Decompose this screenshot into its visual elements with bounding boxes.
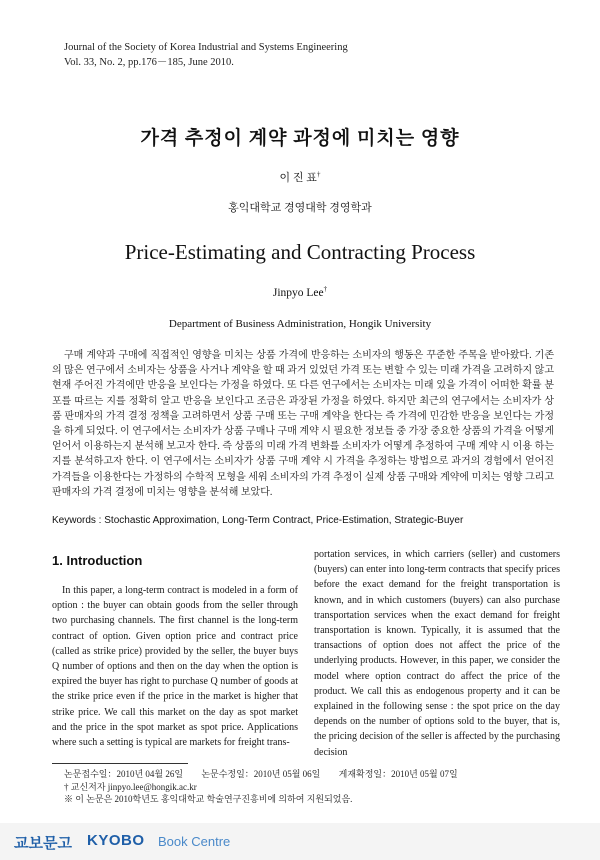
publisher-logo-english: KYOBO bbox=[87, 832, 145, 849]
date-accepted: 게재확정일：2010년 05월 07일 bbox=[338, 769, 458, 779]
english-title: Price-Estimating and Contracting Process bbox=[124, 240, 476, 264]
footnotes bbox=[64, 768, 474, 806]
footnote-dates bbox=[64, 768, 474, 781]
journal-volume: Vol. 33, No. 2, pp.176－185, June 2010. bbox=[64, 57, 234, 68]
korean-author-name: 이 진 표 bbox=[279, 172, 317, 184]
keywords-label: Keywords bbox=[52, 515, 96, 526]
keywords: Keywords : Stochastic Approximation, Long-Term Contract, Price-Estimation, Strategic-Buyer bbox=[52, 515, 464, 526]
publisher-logo-korean: 교보문고 bbox=[14, 834, 72, 852]
publisher-logo-suffix: Book Centre bbox=[158, 834, 231, 849]
footnote-divider bbox=[52, 763, 188, 764]
corresponding-author: † 교신저자 jinpyo.lee@hongik.ac.kr bbox=[64, 781, 197, 792]
journal-header bbox=[64, 40, 348, 70]
korean-author bbox=[0, 169, 600, 185]
journal-name: Journal of the Society of Korea Industrial and Systems Engineering bbox=[64, 42, 348, 53]
date-received: 논문접수일：2010년 04월 26일 bbox=[64, 769, 184, 779]
korean-affiliation: 홍익대학교 경영대학 경영학과 bbox=[228, 202, 372, 214]
body-column-right: portation services, in which carriers (seller) and customers (buyers) can enter into long-term contracts that specify prices before the exact demand for the freight transportation is known, and in which customers (buyers) can also purchase transportation services when the exact demand for freight transportation is known. Typically, it is assumed that the transactions of option does not affect the price of the underlying products. However, in this paper, we consider the model where option contract do affect the price of the product. We call this as endogenous property and it can be explained in the following sense : the spot price on the day depends on the number of options sold to the buyer, that is, the pricing decision of the seller is affected by the purchasing decision bbox=[314, 549, 561, 758]
author-mark: † bbox=[316, 170, 321, 179]
date-revised: 논문수정일：2010년 05월 06일 bbox=[201, 769, 321, 779]
keywords-list: Stochastic Approximation, Long-Term Contract, Price-Estimation, Strategic-Buyer bbox=[104, 515, 464, 526]
author-mark-en: † bbox=[323, 285, 328, 293]
english-affiliation: Department of Business Administration, Hongik University bbox=[168, 318, 432, 330]
abstract: 구매 계약과 구매에 직접적인 영향을 미치는 상품 가격에 반응하는 소비자의 행동은 꾸준한 주목을 받아왔다. 기존의 많은 연구에서 소비자는 상품을 사거나 계약을 할 때 과거 있었던 가격 또는 변할 수 있는 미래 가격을 고려하지 않고 현재 주어진 가격에만 반응을 보인다는 가정을 하였다. 또 다른 연구에서는 소비자는 미래 있을 가격이 어떠한 확률 분포를 따르는 지를 정확히 알고 반응을 보인다고 조금은 과장된 가정을 하였다. 하지만 최근의 연구에서는 소비자가 상품 판매자의 가격 결정 정책을 고려하면서 상품 구매 또는 구매 계약을 한다는 즉 가격에 민감한 반응을 보인다는 가정을 하게 되었다. 이 연구에서는 소비자가 상품 구매나 구매 계약 시 필요한 정보들 중 가장 중요한 상품의 가격을 어떻게 얻어서 이용하는지 분석해 보고자 한다. 즉 상품의 미래 가격 변화를 소비자가 어떻게 추정하여 구매 계약 시 이용 하는지를 분석하고자 한다. 이 연구에서는 소비자가 상품 구매 계약 시 가격을 추정하는 방법으로 과거의 경험에서 얻어진 가격들을 이용한다는 가정하의 수학적 모형을 세워 소비자의 가격 추정이 실제 상품 구매와 계약에 미치는 영향 그리고 판매자의 가격 결정에 미치는 영향을 분석해 보았다. bbox=[52, 350, 554, 498]
section-heading: 1. Introduction bbox=[52, 553, 143, 568]
funding-note: ※ 이 논문은 2010학년도 홍익대학교 학술연구진흥비에 의하여 지원되었음. bbox=[64, 794, 353, 804]
english-author-name: Jinpyo Lee bbox=[272, 286, 324, 299]
korean-title: 가격 추정이 계약 과정에 미치는 영향 bbox=[140, 128, 460, 149]
english-author bbox=[0, 285, 600, 299]
body-column-left: In this paper, a long-term contract is modeled in a form of option : the buyer can obtain goods from the seller through two purchasing channels. The first channel is the long-term contract of option. Given option price and contract price (called as strike price) provided by the seller, the buyer buys Q number of options and then on the day when the option is expired the buyer has right to purchase Q number of goods at the strike price even if the price in the market is higher that strike price. We call this market on the day as spot market and the price in the spot market as spot price. Applications where such a setting is typical are markets for freight trans- bbox=[52, 585, 298, 749]
